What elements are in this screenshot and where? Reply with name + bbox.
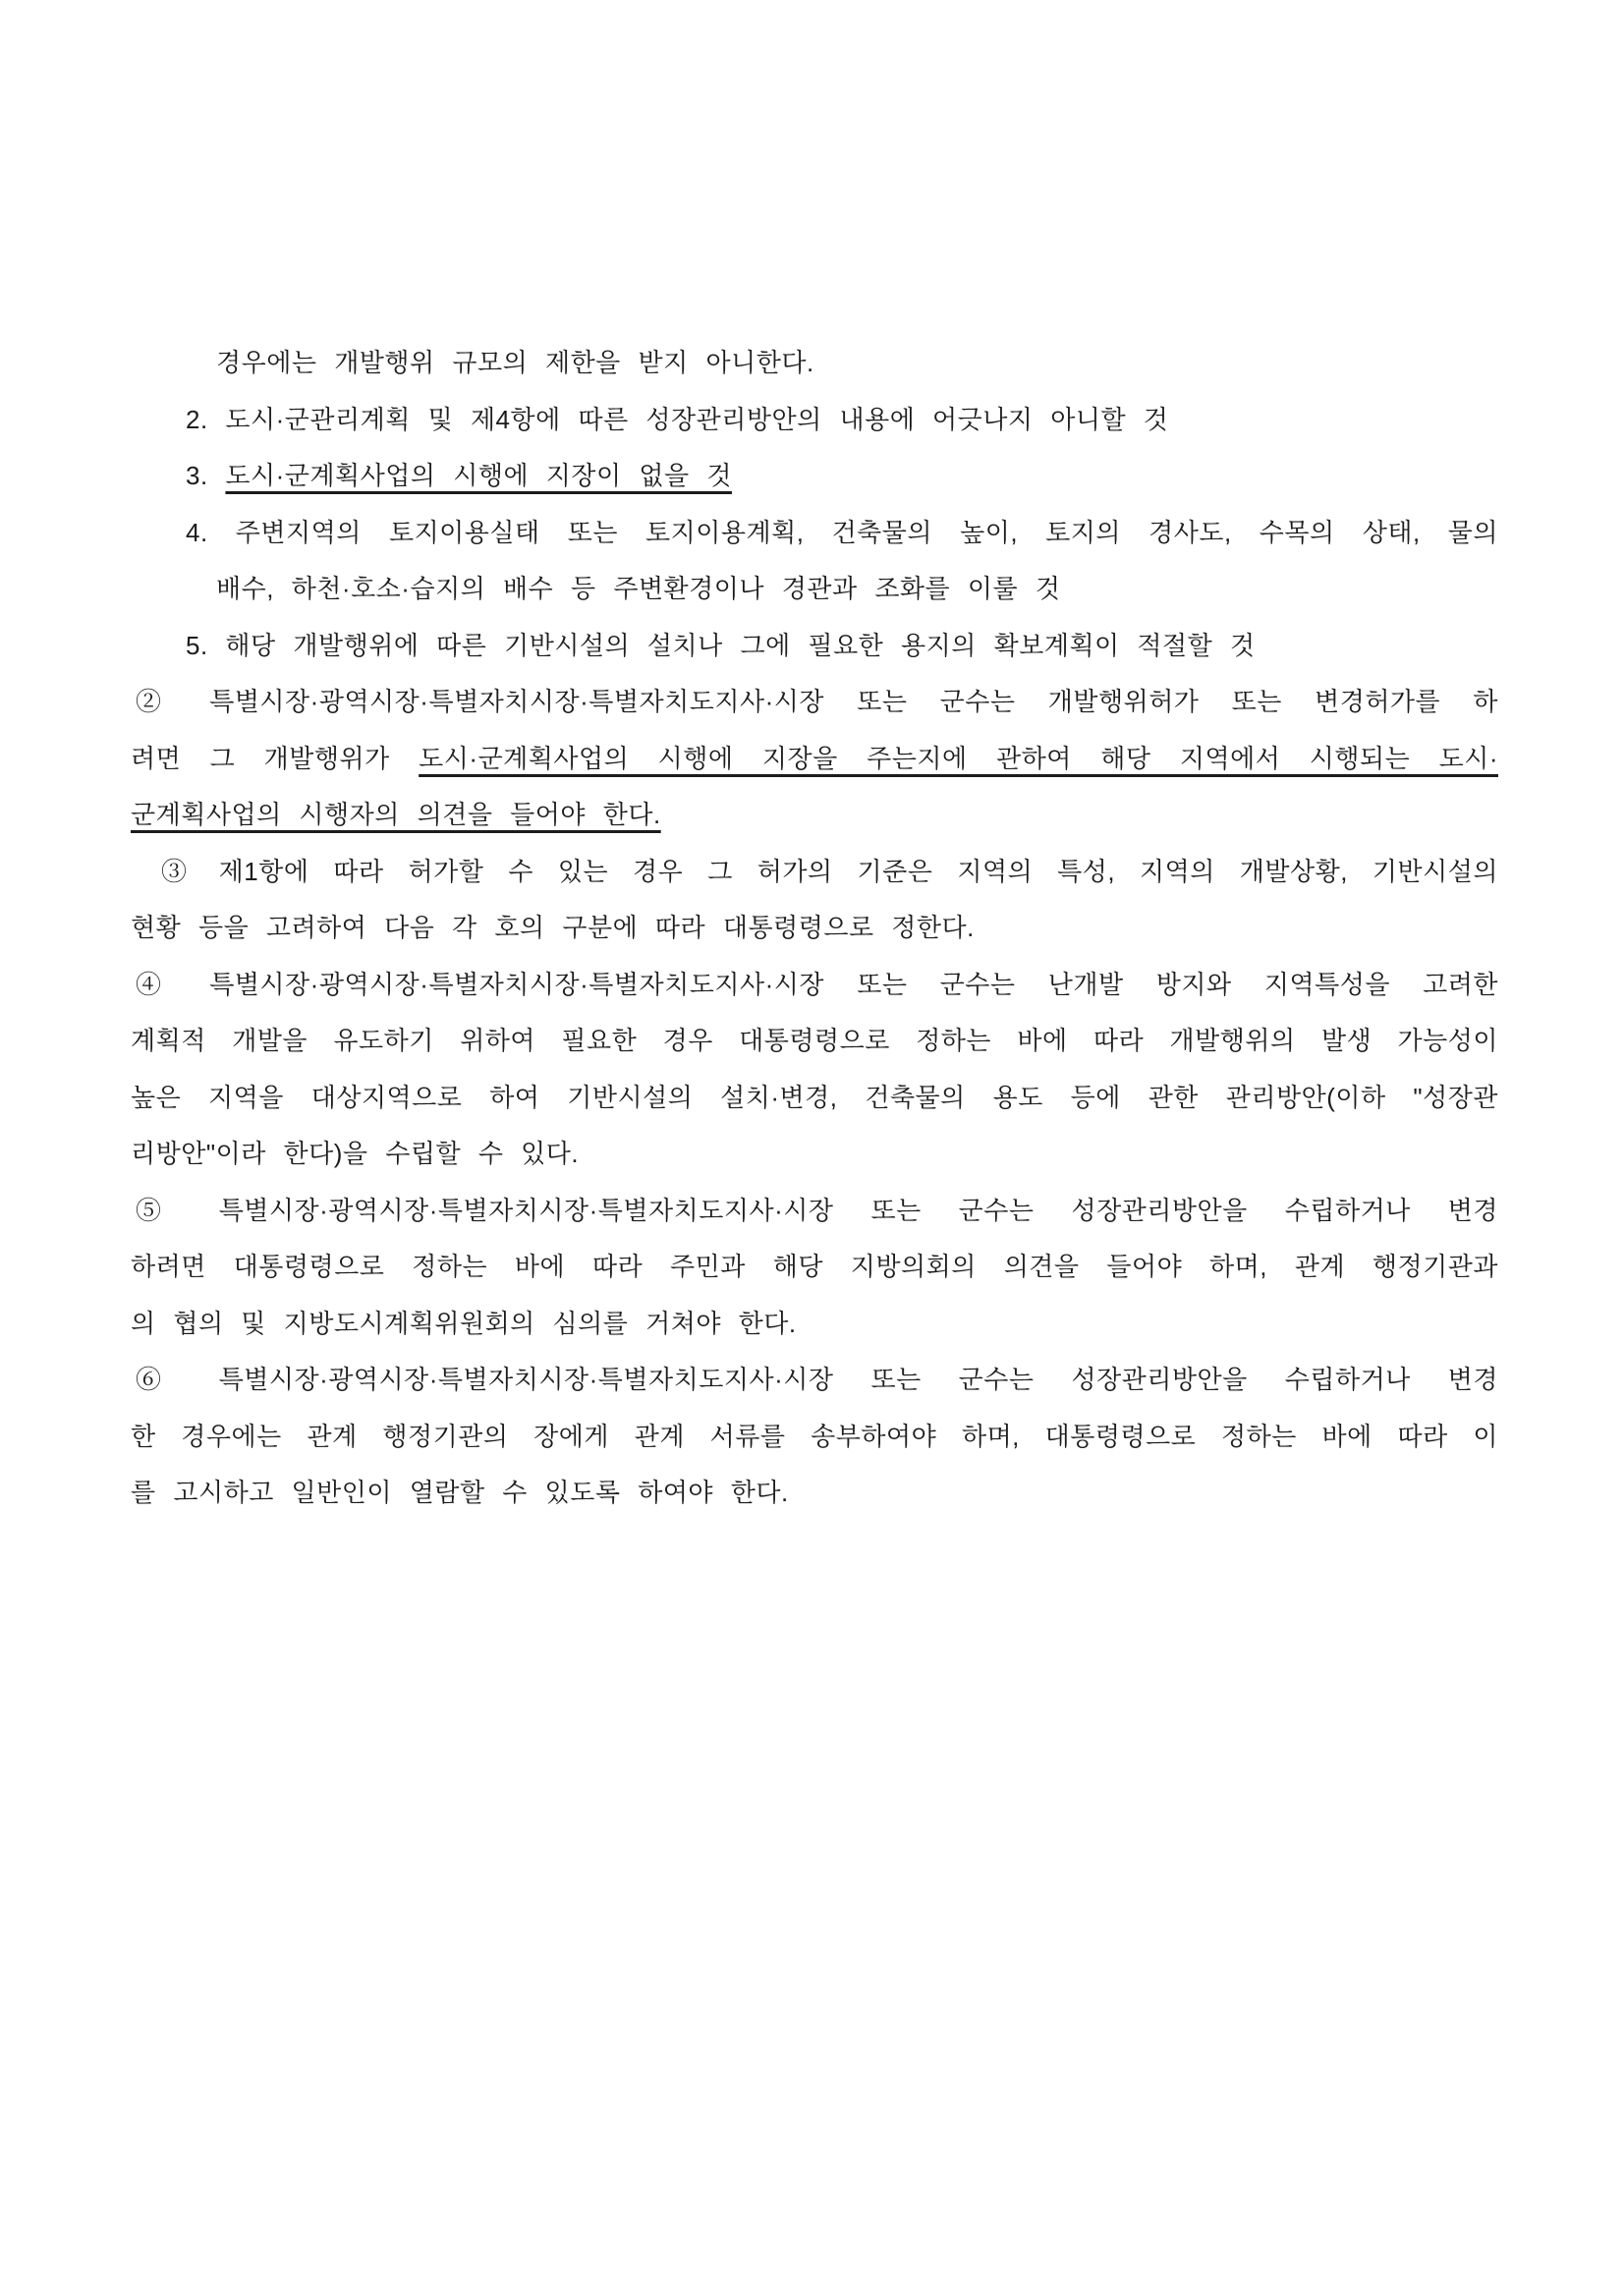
text-segment: 현황 등을 고려하여 다음 각 호의 구분에 따라 대통령령으로 정한다. — [131, 913, 975, 942]
text-line — [131, 1070, 1498, 1127]
text-segment: 리방안"이라 한다)을 수립할 수 있다. — [131, 1139, 580, 1168]
text-segment: 하려면 대통령령으로 정하는 바에 따라 주민과 해당 지방의회의 의견을 들어야 하며, 관계 행정기관과 — [131, 1252, 1498, 1281]
text-segment: ⑤ 특별시장·광역시장·특별자치시장·특별자치도지사·시장 또는 군수는 성장관리방안을 수립하거나 변경 — [136, 1195, 1498, 1225]
text-segment: ② 특별시장·광역시장·특별자치시장·특별자치도지사·시장 또는 군수는 개발행위허가 또는 변경허가를 하 — [136, 687, 1498, 716]
text-line — [131, 335, 1498, 392]
text-segment: 한 경우에는 관계 행정기관의 장에게 관계 서류를 송부하여야 하며, 대통령령으로 정하는 바에 따라 이 — [131, 1421, 1498, 1451]
text-line — [131, 505, 1498, 562]
text-segment: ⑥ 특별시장·광역시장·특별자치시장·특별자치도지사·시장 또는 군수는 성장관리방안을 수립하거나 변경 — [136, 1365, 1498, 1394]
underlined-text-segment: 군계획사업의 시행자의 의견을 들어야 한다. — [131, 800, 661, 829]
text-segment: ③ 제1항에 따라 허가할 수 있는 경우 그 허가의 기준은 지역의 특성, 지역의 개발상황, 기반시설의 — [161, 856, 1498, 886]
text-line — [131, 392, 1498, 449]
text-line — [131, 674, 1498, 731]
legal-text-block — [131, 335, 1498, 1522]
text-segment: 를 고시하고 일반인이 열람할 수 있도록 하여야 한다. — [131, 1478, 789, 1507]
text-segment: 계획적 개발을 유도하기 위하여 필요한 경우 대통령령으로 정하는 바에 따라 개발행위의 발생 가능성이 — [131, 1026, 1498, 1055]
text-segment: 경우에는 개발행위 규모의 제한을 받지 아니한다. — [216, 348, 814, 377]
text-line — [131, 1409, 1498, 1466]
text-line — [131, 900, 1498, 957]
text-segment: 2. 도시·군관리계획 및 제4항에 따른 성장관리방안의 내용에 어긋나지 아니할 것 — [186, 404, 1169, 434]
text-segment: 3. — [186, 461, 226, 490]
text-line — [131, 618, 1498, 675]
text-segment: 의 협의 및 지방도시계획위원회의 심의를 거쳐야 한다. — [131, 1308, 797, 1338]
text-segment: 4. 주변지역의 토지이용실태 또는 토지이용계획, 건축물의 높이, 토지의 경사도, 수목의 상태, 물의 — [186, 517, 1498, 547]
text-line — [131, 731, 1498, 788]
text-line — [131, 1126, 1498, 1183]
text-segment: 높은 지역을 대상지역으로 하여 기반시설의 설치·변경, 건축물의 용도 등에 관한 관리방안(이하 "성장관 — [131, 1082, 1498, 1112]
text-line — [131, 957, 1498, 1014]
underlined-text-segment: 도시·군계획사업의 시행에 지장이 없을 것 — [225, 461, 732, 490]
text-line — [131, 1239, 1498, 1296]
text-line — [131, 1296, 1498, 1353]
underlined-text-segment: 도시·군계획사업의 시행에 지장을 주는지에 관하여 해당 지역에서 시행되는 도시· — [419, 743, 1498, 773]
text-line — [131, 1352, 1498, 1409]
text-line — [131, 844, 1498, 901]
text-segment: 5. 해당 개발행위에 따른 기반시설의 설치나 그에 필요한 용지의 확보계획이 적절할 것 — [186, 630, 1256, 660]
text-line — [131, 1013, 1498, 1070]
text-line — [131, 448, 1498, 505]
text-line — [131, 1183, 1498, 1240]
text-line — [131, 787, 1498, 844]
text-segment: ④ 특별시장·광역시장·특별자치시장·특별자치도지사·시장 또는 군수는 난개발 방지와 지역특성을 고려한 — [136, 969, 1498, 999]
text-segment: 려면 그 개발행위가 — [131, 743, 420, 773]
text-segment: 배수, 하천·호소·습지의 배수 등 주변환경이나 경관과 조화를 이룰 것 — [216, 574, 1061, 603]
text-line — [131, 1465, 1498, 1522]
text-line — [131, 561, 1498, 618]
